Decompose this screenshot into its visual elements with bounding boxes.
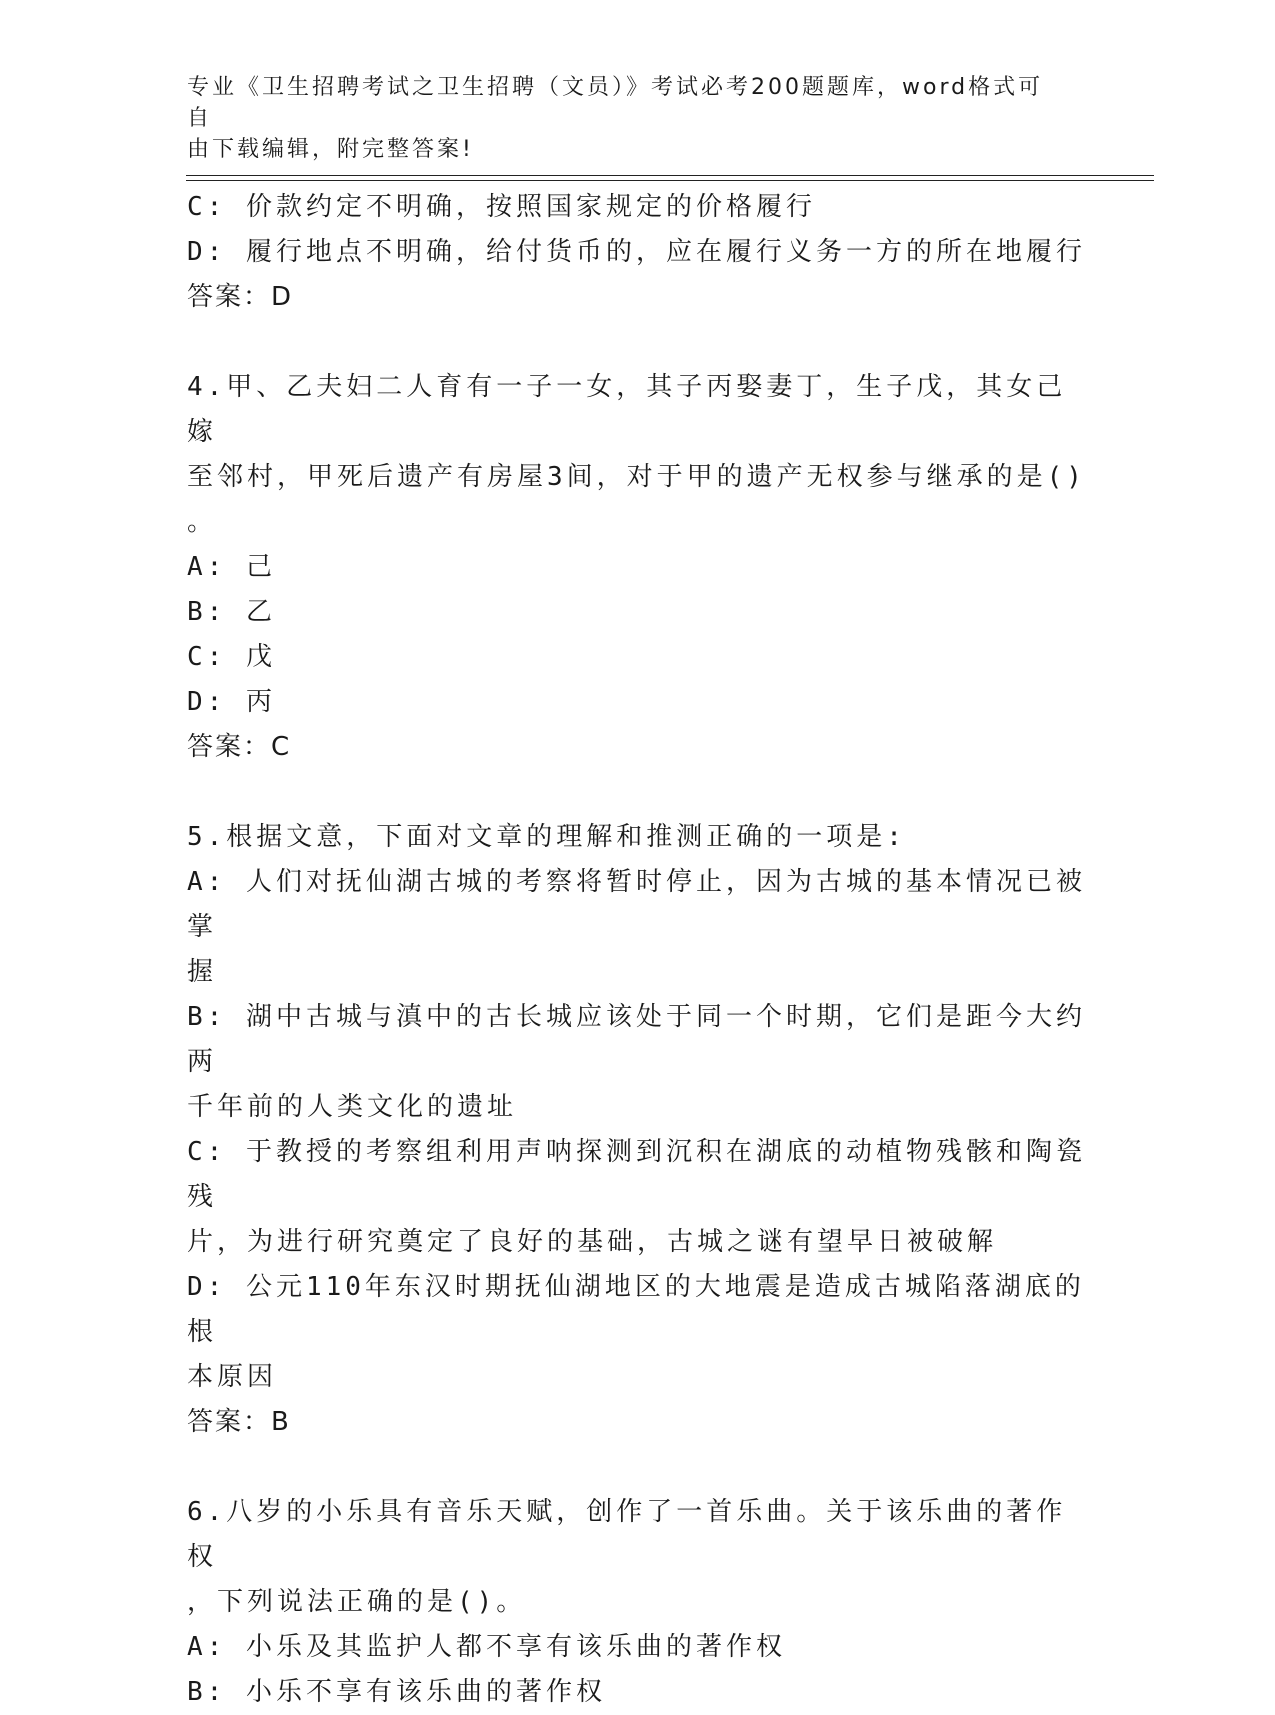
- question-5-option-c-line-1: C: 于教授的考察组利用声呐探测到沉积在湖底的动植物残骸和陶瓷残: [187, 1137, 1086, 1212]
- header-line-2: 由下载编辑，附完整答案!: [187, 137, 474, 162]
- question-4-stem-line-3: 。: [187, 507, 218, 537]
- question-5-option-d-line-1: D: 公元110年东汉时期抚仙湖地区的大地震是造成古城陷落湖底的根: [187, 1272, 1085, 1347]
- question-spacer: [187, 320, 1087, 365]
- question-4-option-c: C: 戊: [187, 642, 276, 672]
- question-4-option-d: D: 丙: [187, 687, 276, 717]
- question-6-option-a: A: 小乐及其监护人都不享有该乐曲的著作权: [187, 1632, 786, 1662]
- question-3-tail: [187, 185, 1087, 320]
- question-6-option-b: B: 小乐不享有该乐曲的著作权: [187, 1677, 606, 1707]
- question-3-option-d: D: 履行地点不明确，给付货币的，应在履行义务一方的所在地履行: [187, 237, 1086, 267]
- question-4-stem-line-2: 至邻村，甲死后遗产有房屋3间，对于甲的遗产无权参与继承的是(): [187, 462, 1086, 492]
- question-spacer: [187, 770, 1087, 815]
- question-5-stem: 5.根据文意，下面对文章的理解和推测正确的一项是:: [187, 822, 906, 852]
- question-4-answer: 答案：C: [187, 732, 292, 762]
- question-5-option-c-line-2: 片，为进行研究奠定了良好的基础，古城之谜有望早日被破解: [187, 1227, 998, 1257]
- document-header: [187, 72, 1067, 165]
- question-4-option-a: A: 己: [187, 552, 276, 582]
- question-3-answer: 答案：D: [187, 282, 294, 312]
- question-6: [187, 1490, 1087, 1715]
- question-5-option-a-line-1: A: 人们对抚仙湖古城的考察将暂时停止，因为古城的基本情况已被掌: [187, 867, 1086, 942]
- question-4-option-b: B: 乙: [187, 597, 276, 627]
- question-5: [187, 815, 1087, 1445]
- question-5-option-b-line-2: 千年前的人类文化的遗址: [187, 1092, 518, 1122]
- question-3-option-c: C: 价款约定不明确，按照国家规定的价格履行: [187, 192, 816, 222]
- question-4-stem-line-1: 4.甲、乙夫妇二人育有一子一女，其子丙娶妻丁，生子戊，其女己嫁: [187, 372, 1067, 447]
- question-6-stem-line-1: 6.八岁的小乐具有音乐天赋，创作了一首乐曲。关于该乐曲的著作权: [187, 1497, 1067, 1572]
- question-5-option-a-line-2: 握: [187, 957, 218, 987]
- question-5-option-b-line-1: B: 湖中古城与滇中的古长城应该处于同一个时期，它们是距今大约两: [187, 1002, 1086, 1077]
- question-6-stem-line-2: ，下列说法正确的是()。: [187, 1587, 527, 1617]
- header-divider-top: [186, 175, 1154, 176]
- question-5-option-d-line-2: 本原因: [187, 1362, 278, 1392]
- question-list: [187, 185, 1087, 1715]
- question-spacer: [187, 1445, 1087, 1490]
- question-4: [187, 365, 1087, 770]
- question-5-answer: 答案：B: [187, 1407, 291, 1437]
- header-divider-bottom: [186, 180, 1154, 181]
- header-line-1: 专业《卫生招聘考试之卫生招聘（文员）》考试必考200题题库，word格式可自: [187, 75, 1044, 131]
